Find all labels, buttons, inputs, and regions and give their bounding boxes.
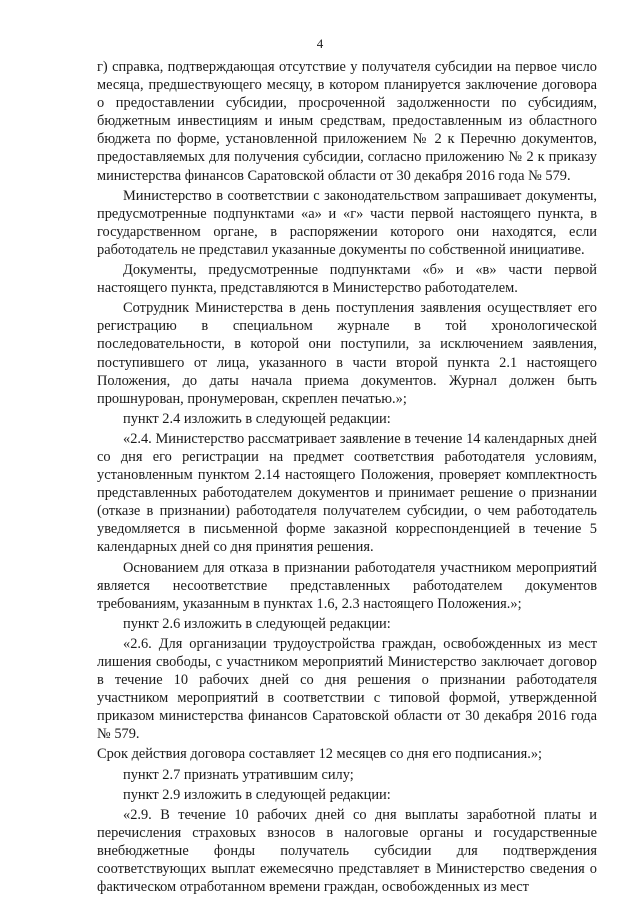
document-body <box>97 58 597 898</box>
paragraph-clause-2-9: «2.9. В течение 10 рабочих дней со дня выплаты заработной платы и перечисления страховых взносов в налоговые органы и государственные внебюджетные фонды получатель субсидии для подтверждения соответствующих выплат ежемесячно представляет в Министерство сведения о фактическом отработанном времени граждан, освобожденных из мест <box>97 806 597 896</box>
paragraph-clause-2-4: «2.4. Министерство рассматривает заявление в течение 14 календарных дней со дня его регистрации на предмет соответствия работодателя условиям, установленным пунктом 2.14 настоящего Положения, проверяет комплектность представленных работодателем документов и принимает решение о признании (отказе в признании) работодателя получателем субсидии, о чем работодатель уведомляется в письменной форме заказной корреспонденцией в течение 5 календарных дней со дня принятия решения. <box>97 430 597 556</box>
paragraph-amend-2-9: пункт 2.9 изложить в следующей редакции: <box>123 786 391 803</box>
paragraph-amend-2-4: пункт 2.4 изложить в следующей редакции: <box>123 410 391 427</box>
paragraph-amend-2-6: пункт 2.6 изложить в следующей редакции: <box>123 615 391 632</box>
paragraph-repeal-2-7: пункт 2.7 признать утратившим силу; <box>123 766 354 783</box>
paragraph-ministry-request: Министерство в соответствии с законодательством запрашивает документы, предусмотренные подпунктами «а» и «г» части первой настоящего пункта, в государственном органе, в распоряжении которого они находятся, если работодатель не представил указанные документы по собственной инициативе. <box>97 187 597 258</box>
paragraph-contract-term: Срок действия договора составляет 12 месяцев со дня его подписания.»; <box>97 746 543 763</box>
paragraph-refusal-grounds: Основанием для отказа в признании работодателя участником мероприятий является несоответствие представленных работодателем документов требованиям, указанным в пунктах 1.6, 2.3 настоящего Положения.»; <box>97 559 597 612</box>
paragraph-documents-b-v: Документы, предусмотренные подпунктами «б» и «в» части первой настоящего пункта, представляются в Министерство работодателем. <box>97 262 597 297</box>
paragraph-subitem-g: г) справка, подтверждающая отсутствие у получателя субсидии на первое число месяца, предшествующего месяцу, в котором планируется заключение договора о предоставлении субсидии, просроченной задолженности по субсидиям, бюджетным инвестициям и иным средствам, предоставленным из областного бюджета по форме, установленной приложением № 2 к Перечню документов, предоставляемых для получения субсидии, согласно приложению № 2 к приказу министерства финансов Саратовской области от 30 декабря 2016 года № 579. <box>97 59 597 184</box>
paragraph-clause-2-6: «2.6. Для организации трудоустройства граждан, освобожденных из мест лишения свободы, с участником мероприятий Министерство заключает договор в течение 10 рабочих дней со дня решения о признании работодателя участником мероприятий в соответствии с типовой формой, утвержденной приказом министерства финансов Саратовской области от 30 декабря 2016 года № 579. <box>97 635 597 743</box>
paragraph-registration: Сотрудник Министерства в день поступления заявления осуществляет его регистрацию в специальном журнале в той хронологической последовательности, в которой они поступили, за исключением заявления, поступившего от лица, указанного в части второй пункта 2.1 настоящего Положения, до даты начала приема документов. Журнал должен быть прошнурован, пронумерован, скреплен печатью.»; <box>97 300 597 407</box>
page-number: 4 <box>316 36 324 51</box>
